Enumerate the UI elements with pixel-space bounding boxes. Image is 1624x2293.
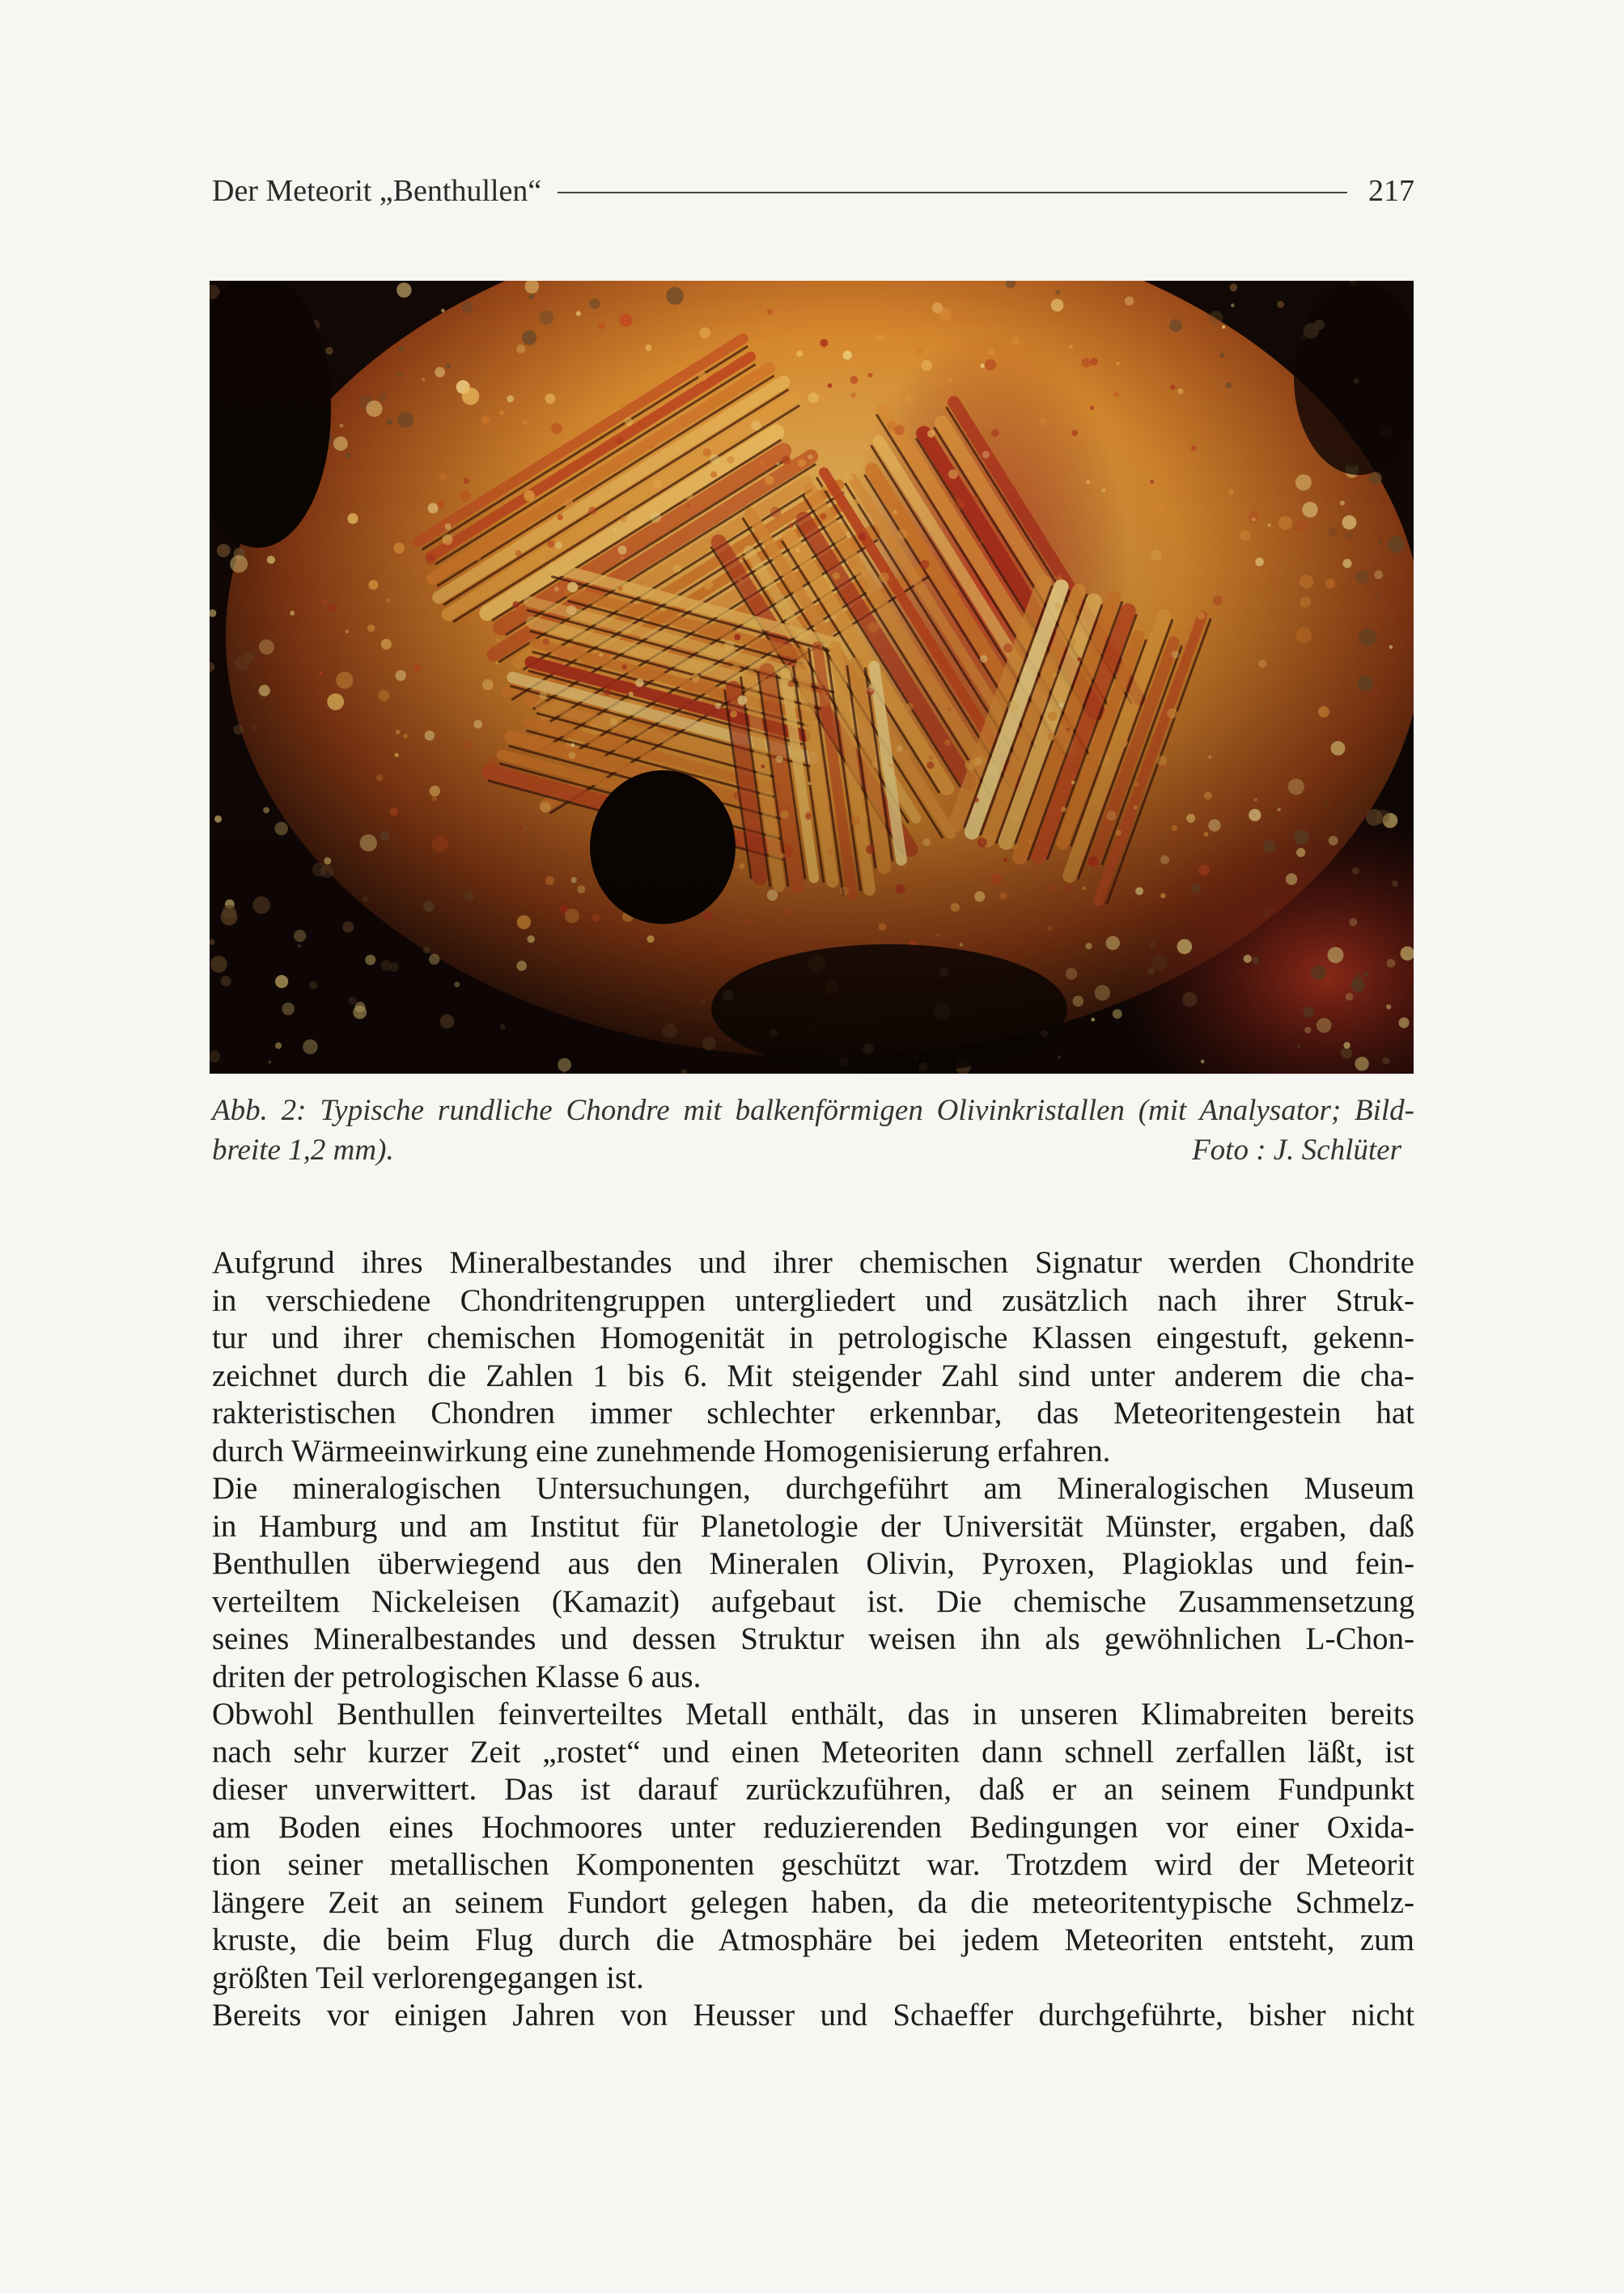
header-rule — [558, 192, 1347, 193]
text-line: driten der petrologischen Klasse 6 aus. — [212, 1659, 702, 1694]
text-line: verteiltem Nickeleisen (Kamazit) aufgebaut ist. Die chemische Zusammensetzung — [212, 1583, 1414, 1619]
micrograph-image — [210, 281, 1414, 1074]
text-line: Die mineralogischen Untersuchungen, durchgeführt am Mineralogischen Museum — [212, 1471, 1414, 1506]
paragraph — [212, 1244, 1414, 1470]
text-line: größten Teil verlorengegangen ist. — [212, 1960, 644, 1995]
text-line: längere Zeit an seinem Fundort gelegen haben, da die meteoritentypische Schmelz- — [212, 1884, 1414, 1920]
caption-line-2: breite 1,2 mm). — [212, 1134, 394, 1167]
text-line: Obwohl Benthullen feinverteiltes Metall enthält, das in unseren Klimabreiten bereits — [212, 1697, 1414, 1731]
caption-row-2 — [212, 1130, 1414, 1170]
text-line: seines Mineralbestandes und dessen Struktur weisen ihn als gewöhnlichen L-Chon- — [212, 1621, 1414, 1656]
text-line: nach sehr kurzer Zeit „rostet“ und einen Meteoriten dann schnell zerfallen läßt, ist — [212, 1734, 1414, 1770]
text-line: Benthullen überwiegend aus den Mineralen Olivin, Pyroxen, Plagioklas und fein- — [212, 1546, 1414, 1581]
text-line: tur und ihrer chemischen Homogenität in petrologische Klassen eingestuft, gekenn- — [212, 1320, 1414, 1355]
running-head — [212, 168, 1414, 214]
figure-photo-chondre — [210, 281, 1414, 1074]
body-text — [212, 1244, 1414, 2035]
text-line: in verschiedene Chondritengruppen untergliedert und zusätzlich nach ihrer Struk- — [212, 1282, 1414, 1318]
text-line: Bereits vor einigen Jahren von Heusser und Schaeffer durchgeführte, bisher nicht — [212, 1998, 1414, 2032]
text-line: rakteristischen Chondren immer schlechter erkennbar, das Meteoritengestein hat — [212, 1396, 1414, 1430]
text-line: am Boden eines Hochmoores unter reduzierenden Bedingungen vor einer Oxida- — [212, 1809, 1414, 1845]
text-line: dieser unverwittert. Das ist darauf zurückzuführen, daß er an seinem Fundpunkt — [212, 1772, 1414, 1807]
text-line: tion seiner metallischen Komponenten geschützt war. Trotzdem wird der Meteorit — [212, 1847, 1414, 1882]
figure-caption — [212, 1091, 1414, 1170]
text-line: kruste, die beim Flug durch die Atmosphäre bei jedem Meteoriten entsteht, zum — [212, 1922, 1414, 1957]
paragraph — [212, 1997, 1414, 2035]
paragraph — [212, 1470, 1414, 1696]
text-line: durch Wärmeeinwirkung eine zunehmende Homogenisierung erfahren. — [212, 1433, 1111, 1469]
photo-credit: Foto : J. Schlüter — [1192, 1134, 1401, 1167]
page-number: 217 — [1368, 174, 1414, 208]
text-line: Aufgrund ihres Mineralbestandes und ihrer chemischen Signatur werden Chondrite — [212, 1245, 1414, 1280]
paragraph — [212, 1696, 1414, 1997]
text-line: in Hamburg und am Institut für Planetologie der Universität Münster, ergaben, daß — [212, 1508, 1414, 1544]
caption-line-1: Abb. 2: Typische rundliche Chondre mit balkenförmigen Olivinkristallen (mit Analysator; Bild- — [212, 1094, 1414, 1127]
text-line: zeichnet durch die Zahlen 1 bis 6. Mit steigender Zahl sind unter anderem die cha- — [212, 1358, 1414, 1393]
running-title: Der Meteorit „Benthullen“ — [212, 174, 542, 208]
